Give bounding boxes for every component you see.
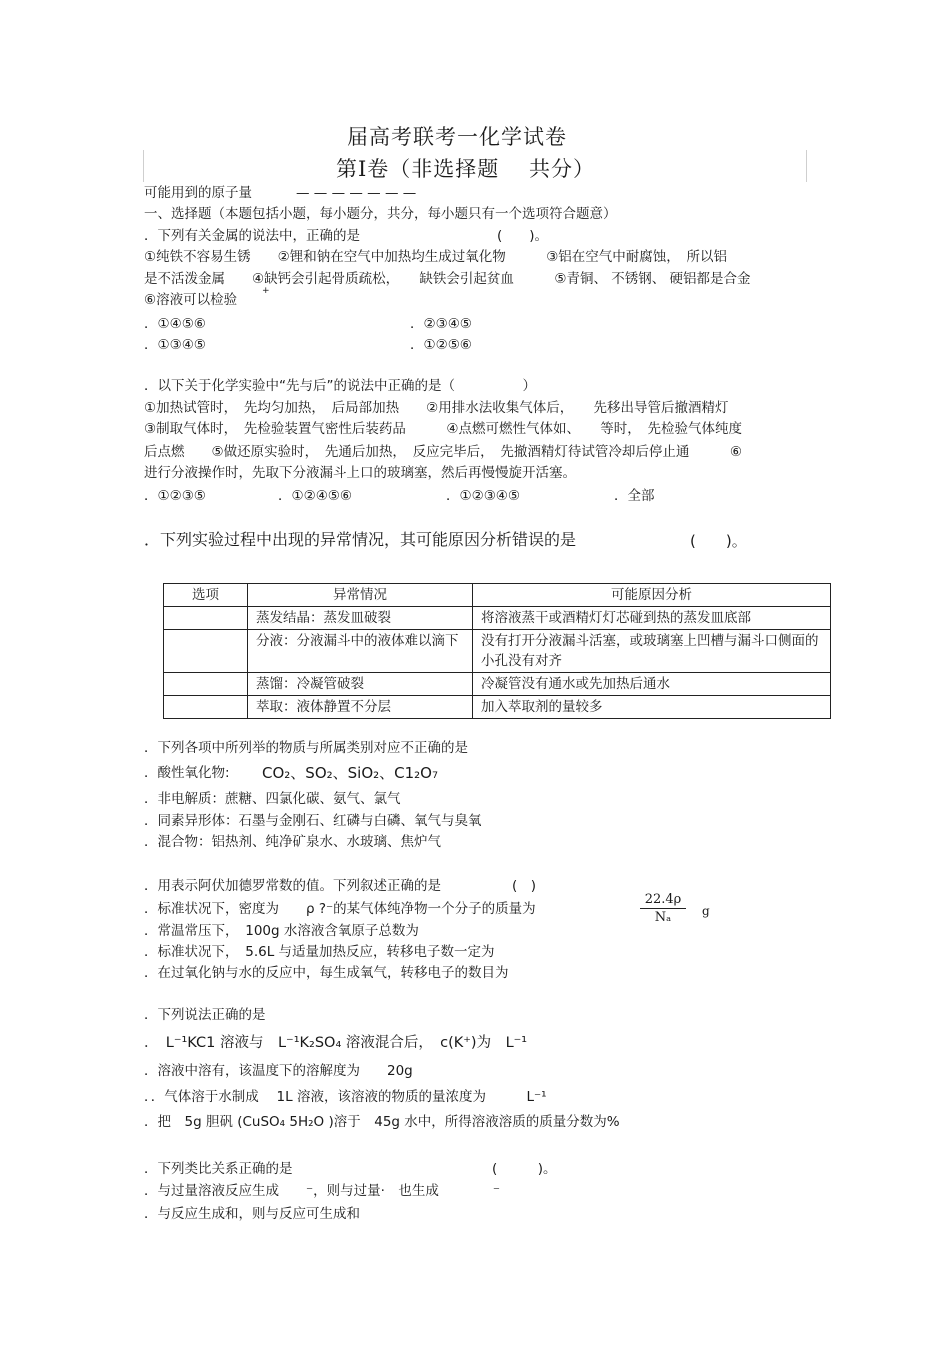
q2-option-d[interactable]: ．全部	[614, 488, 655, 504]
table-cell-option	[164, 696, 248, 719]
q3-stem: ．下列实验过程中出现的异常情况，其可能原因分析错误的是	[144, 530, 577, 549]
q7-option-a[interactable]: ．与过量溶液反应生成 ⁻，则与过量· 也生成 ⁻	[144, 1183, 501, 1199]
q4-option-b[interactable]: ．非电解质：蔗糖、四氯化碳、氨气、氯气	[144, 791, 401, 807]
table-cell-option	[164, 607, 248, 630]
q2-option-a[interactable]: ．①②③⑤	[144, 488, 206, 504]
left-divider	[143, 150, 144, 182]
q1-option-a[interactable]: ．①④⑤⑥	[144, 316, 206, 332]
q5-fraction-numerator: 22.4ρ	[644, 892, 682, 907]
q1-paren: ( )。	[497, 228, 549, 244]
q5-stem: ．用表示阿伏加德罗常数的值。下列叙述正确的是	[144, 878, 441, 894]
q5-option-c[interactable]: ．标准状况下， 5.6L 与适量加热反应，转移电子数一定为	[144, 944, 495, 960]
q2-option-b[interactable]: ．①②④⑤⑥	[278, 488, 353, 504]
table-cell-reason: 将溶液蒸干或酒精灯灯芯碰到热的蒸发皿底部	[473, 607, 831, 630]
exam-title: 届高考联考一化学试卷	[347, 125, 567, 149]
table-cell-reason: 加入萃取剂的量较多	[473, 696, 831, 719]
table-row	[164, 673, 831, 696]
atomic-mass-label: 可能用到的原子量	[144, 185, 252, 201]
table-header-case: 异常情况	[248, 584, 473, 607]
q6-option-a[interactable]: ． L⁻¹KC1 溶液与 L⁻¹K₂SO₄ 溶液混合后， c(K⁺)为 L⁻¹	[144, 1035, 528, 1051]
table-cell-reason: 冷凝管没有通水或先加热后通水	[473, 673, 831, 696]
q3-paren: ( )。	[690, 532, 747, 550]
q4-option-d[interactable]: ．混合物：铝热剂、纯净矿泉水、水玻璃、焦炉气	[144, 834, 441, 850]
q7-option-b[interactable]: ．与反应生成和，则与反应可生成和	[144, 1206, 360, 1222]
q1-option-c[interactable]: ．①③④⑤	[144, 337, 206, 353]
table-row	[164, 630, 831, 673]
table-row	[164, 696, 831, 719]
table-cell-case: 蒸馏：冷凝管破裂	[248, 673, 473, 696]
table-header-option: 选项	[164, 584, 248, 607]
q5-option-a[interactable]: ．标准状况下，密度为 ρ ?⁻的某气体纯净物一个分子的质量为	[144, 901, 536, 917]
q5-paren: ( )	[512, 878, 537, 894]
q7-stem: ．下列类比关系正确的是	[144, 1161, 293, 1177]
q6-stem: ．下列说法正确的是	[144, 1007, 266, 1023]
table-cell-option	[164, 673, 248, 696]
q5-fraction-denominator: Nₐ	[654, 910, 672, 925]
q6-option-c[interactable]: ．．气体溶于水制成 1L 溶液，该溶液的物质的量浓度为 L⁻¹	[144, 1089, 547, 1105]
q1-option-b[interactable]: ．②③④⑤	[410, 316, 472, 332]
q2-line-3: 后点燃 ⑤做还原实验时， 先通后加热， 反应完毕后， 先撤酒精灯待试管冷却后停止通 ⑥	[144, 444, 742, 460]
q2-stem: ．以下关于化学实验中“先与后”的说法中正确的是（ ）	[144, 378, 536, 394]
right-divider	[806, 150, 807, 182]
q1-line-3: ⑥溶液可以检验	[144, 292, 238, 308]
table-header-row	[164, 584, 831, 607]
q5-fraction	[640, 892, 686, 925]
section-heading: 一、选择题（本题包括小题，每小题分，共分，每小题只有一个选项符合题意）	[144, 206, 617, 222]
q2-line-1: ①加热试管时， 先均匀加热， 后局部加热 ②用排水法收集气体后， 先移出导管后撤酒精灯	[144, 400, 729, 416]
q2-line-4: 进行分液操作时，先取下分液漏斗上口的玻璃塞，然后再慢慢旋开活塞。	[144, 465, 576, 481]
table-cell-option	[164, 630, 248, 673]
exam-subtitle: 第Ⅰ卷（非选择题 共分）	[336, 157, 595, 181]
q1-stem: ．下列有关金属的说法中，正确的是	[144, 228, 360, 244]
q3-analysis-table	[163, 583, 831, 719]
q5-option-b[interactable]: ．常温常压下， 100g 水溶液含氧原子总数为	[144, 923, 419, 939]
q1-line-1: ①纯铁不容易生锈 ②锂和钠在空气中加热均生成过氧化物 ③铝在空气中耐腐蚀， 所以铝	[144, 249, 728, 265]
q5-fraction-unit: g	[702, 904, 710, 918]
q4-option-a[interactable]: ．酸性氧化物:	[144, 765, 230, 781]
q4-option-a-formula: CO₂、SO₂、SiO₂、C1₂O₇	[262, 764, 438, 782]
table-cell-case: 蒸发结晶：蒸发皿破裂	[248, 607, 473, 630]
q2-option-c[interactable]: ．①②③④⑤	[446, 488, 521, 504]
atomic-mass-dashes: — — — — — — —	[296, 185, 417, 201]
q2-line-2: ③制取气体时， 先检验装置气密性后装药品 ④点燃可燃性气体如、 等时， 先检验气体纯度	[144, 421, 742, 437]
table-cell-case: 分液：分液漏斗中的液体难以滴下	[248, 630, 473, 673]
q7-paren: ( )。	[492, 1161, 557, 1177]
fraction-bar	[640, 908, 686, 909]
q5-option-d[interactable]: ．在过氧化钠与水的反应中，每生成氧气，转移电子的数目为	[144, 965, 509, 981]
table-row	[164, 607, 831, 630]
q6-option-b[interactable]: ．溶液中溶有，该温度下的溶解度为 20g	[144, 1063, 413, 1079]
q4-stem: ．下列各项中所列举的物质与所属类别对应不正确的是	[144, 740, 468, 756]
table-cell-reason: 没有打开分液漏斗活塞，或玻璃塞上凹槽与漏斗口侧面的小孔没有对齐	[473, 630, 831, 673]
q1-plus-mark: +	[262, 286, 270, 296]
table-cell-case: 萃取：液体静置不分层	[248, 696, 473, 719]
q1-option-d[interactable]: ．①②⑤⑥	[410, 337, 472, 353]
q6-option-d[interactable]: ．把 5g 胆矾 (CuSO₄ 5H₂O )溶于 45g 水中，所得溶液溶质的质量分数为%	[144, 1114, 620, 1130]
table-header-reason: 可能原因分析	[473, 584, 831, 607]
q1-line-2: 是不活泼金属 ④缺钙会引起骨质疏松， 缺铁会引起贫血 ⑤青铜、 不锈钢、 硬铝都是合金	[144, 271, 751, 287]
q4-option-c[interactable]: ．同素异形体：石墨与金刚石、红磷与白磷、氧气与臭氧	[144, 813, 482, 829]
